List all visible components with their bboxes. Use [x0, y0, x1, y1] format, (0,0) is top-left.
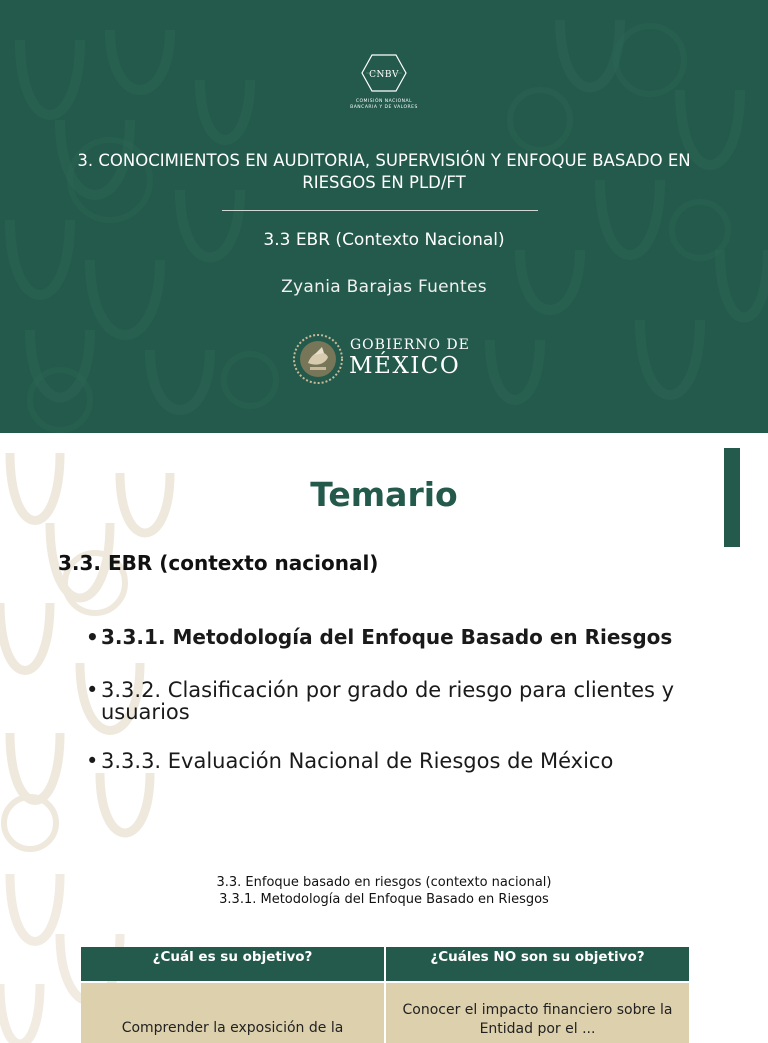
cnbv-name-line2: BANCARIA Y DE VALORES [350, 105, 418, 110]
table-cell-text: Conocer el impacto financiero sobre la Entidad por el ... [402, 1002, 673, 1037]
cnbv-acronym: CNBV [369, 70, 399, 80]
objectives-table [81, 947, 689, 1037]
table-header-not-objective: ¿Cuáles NO son su objetivo? [386, 947, 689, 981]
section-title: 3.3. EBR (contexto nacional) [58, 551, 379, 575]
list-item [86, 626, 716, 648]
cnbv-name-line1: COMISIÓN NACIONAL [355, 99, 413, 104]
gobierno-line1: GOBIERNO DE [350, 337, 470, 353]
temario-slide [0, 433, 768, 864]
bullet: • [86, 625, 99, 649]
list-item [86, 679, 716, 723]
table-cell [81, 983, 384, 1043]
mexican-coat-of-arms-icon [292, 333, 344, 385]
list-item-label: 3.3.2. Clasificación por grado de riesgo para clientes y usuarios [101, 678, 675, 724]
slide-subtitle: 3.3 EBR (Contexto Nacional) [263, 230, 505, 250]
list-item-label: 3.3.3. Evaluación Nacional de Riesgos de México [101, 749, 614, 773]
list-item [86, 750, 716, 772]
list-item-label: 3.3.1. Metodología del Enfoque Basado en Riesgos [101, 625, 673, 649]
table-cell-text: Comprender la exposición de la [121, 1020, 344, 1036]
title-slide [0, 0, 768, 433]
gobierno-line2: MÉXICO [349, 353, 461, 379]
methodology-slide [0, 864, 768, 1037]
slide-caption-line2: 3.3.1. Metodología del Enfoque Basado en Riesgos [219, 892, 549, 907]
gobierno-de-mexico-logo [292, 333, 482, 387]
table-cell [386, 983, 689, 1043]
bullet: • [86, 678, 99, 702]
cnbv-logo [330, 52, 438, 112]
temario-heading: Temario [310, 475, 458, 514]
bullet: • [86, 749, 99, 773]
table-header-objective: ¿Cuál es su objetivo? [81, 947, 384, 981]
slide-title: 3. CONOCIMIENTOS EN AUDITORIA, SUPERVISIÓN Y ENFOQUE BASADO EN RIESGOS EN PLD/FT [77, 151, 691, 192]
author-name: Zyania Barajas Fuentes [281, 277, 487, 297]
title-divider [222, 210, 538, 211]
slide-caption-line1: 3.3. Enfoque basado en riesgos (contexto nacional) [216, 875, 552, 890]
